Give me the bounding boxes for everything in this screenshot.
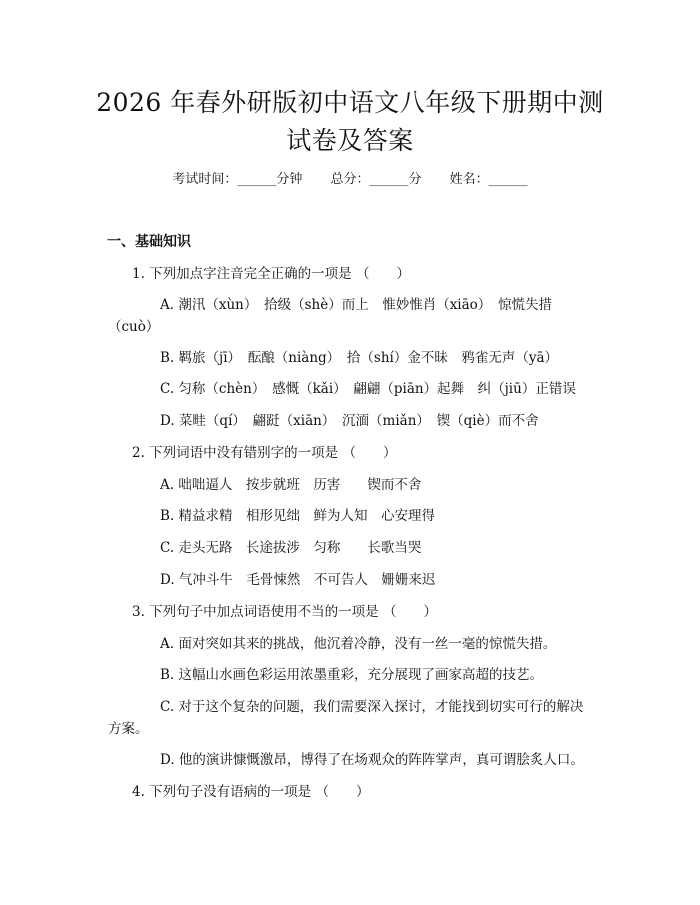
question-2-option-c: C. 走头无路 长途拔涉 匀称 长歌当哭 — [160, 540, 422, 556]
question-2-option-d: D. 气冲斗牛 毛骨悚然 不可告人 姗姗来迟 — [160, 572, 436, 588]
question-1-option-b: B. 羁旅（jī） 酝酿（niàng） 拾（shí）金不昧 鸦雀无声（yā） — [160, 350, 559, 366]
title-line-1: 2026 年春外研版初中语文八年级下册期中测 — [96, 88, 604, 117]
exam-meta — [0, 168, 700, 187]
question-3-option-d: D. 他的演讲慷慨激昂，博得了在场观众的阵阵掌声，真可谓脍炙人口。 — [160, 752, 584, 768]
title-line-2: 试卷及答案 — [286, 126, 414, 155]
question-4-stem: 4. 下列句子没有语病的一项是 （ ） — [132, 784, 370, 800]
question-1-option-c: C. 匀称（chèn） 感慨（kǎi） 翩翩（piān）起舞 纠（jiū）正错误 — [160, 381, 576, 397]
document-title — [90, 84, 610, 160]
question-1-option-d: D. 菜畦（qí） 翩跹（xiān） 沉湎（miǎn） 锲（qiè）而不舍 — [160, 413, 539, 429]
question-3-option-b: B. 这幅山水画色彩运用浓墨重彩，充分展现了画家高超的技艺。 — [160, 667, 544, 683]
exam-time: 考试时间：______分钟 — [172, 172, 303, 187]
question-2-stem: 2. 下列词语中没有错别字的一项是 （ ） — [132, 445, 397, 461]
question-1-option-a: A. 潮汛（xùn） 拾级（shè）而上 惟妙惟肖（xiāo） 惊慌失措 — [160, 297, 553, 313]
question-3-stem: 3. 下列句子中加点词语使用不当的一项是 （ ） — [132, 604, 437, 620]
exam-total-score: 总分：______分 — [330, 172, 422, 187]
section-heading: 一、基础知识 — [107, 234, 191, 250]
question-1-option-a-continued: （cuò） — [108, 319, 160, 335]
question-1-stem: 1. 下列加点字注音完全正确的一项是 （ ） — [132, 266, 410, 282]
student-name: 姓名：______ — [449, 172, 528, 187]
question-3-option-c-continued: 方案。 — [108, 721, 149, 737]
question-2-option-a: A. 咄咄逼人 按步就班 历害 锲而不舍 — [160, 477, 422, 493]
question-2-option-b: B. 精益求精 相形见绌 鲜为人知 心安理得 — [160, 508, 436, 524]
question-3-option-a: A. 面对突如其来的挑战，他沉着冷静，没有一丝一毫的惊慌失措。 — [160, 636, 557, 652]
question-3-option-c: C. 对于这个复杂的问题，我们需要深入探讨，才能找到切实可行的解决 — [160, 699, 584, 715]
